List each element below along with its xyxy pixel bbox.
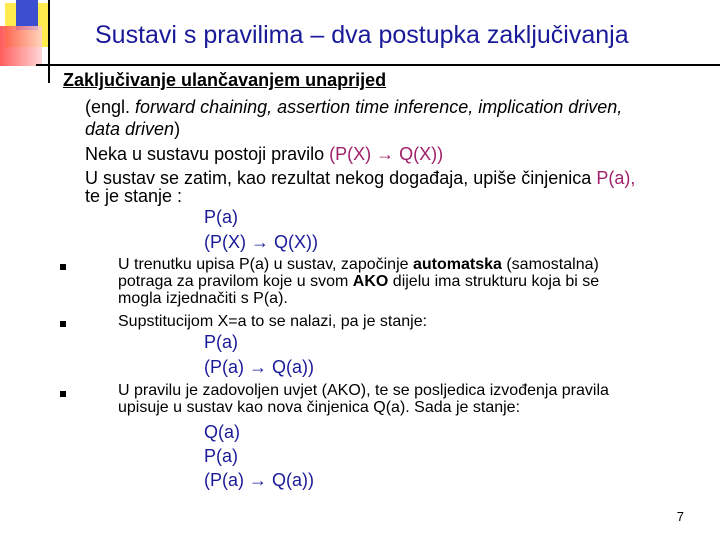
bullet1-line-3: mogla izjednačiti s P(a). bbox=[118, 290, 288, 307]
decorative-square-red bbox=[0, 26, 42, 66]
state3-fact: P(a) bbox=[204, 446, 239, 466]
bullet-marker bbox=[60, 391, 66, 397]
engl-suffix: ) bbox=[174, 119, 181, 139]
paragraph-fact-text: U sustav se zatim, kao rezultat nekog događaja, upiše činjenica bbox=[85, 168, 592, 188]
rule-expression: (P(X) → Q(X)) bbox=[329, 144, 444, 164]
paragraph-rule bbox=[85, 143, 443, 165]
bullet1-text-c: (samostalna) bbox=[506, 256, 599, 273]
fact-expression: P(a), bbox=[596, 168, 636, 188]
vertical-rule bbox=[48, 0, 50, 83]
bullet1-ako: AKO bbox=[352, 273, 389, 290]
engl-terms-2: data driven bbox=[85, 119, 175, 139]
state2-fact: P(a) bbox=[204, 332, 239, 352]
bullet-marker bbox=[60, 321, 66, 327]
engl-prefix: (engl. bbox=[85, 97, 131, 117]
engl-line-2 bbox=[85, 118, 180, 140]
paragraph-fact-line-2: te je stanje : bbox=[85, 186, 183, 206]
paragraph-rule-text: Neka u sustavu postoji pravilo bbox=[85, 144, 325, 164]
state1-fact: P(a) bbox=[204, 207, 239, 227]
subheading: Zaključivanje ulančavanjem unaprijed bbox=[63, 70, 387, 90]
slide-title: Sustavi s pravilima – dva postupka zaključivanja bbox=[95, 21, 629, 49]
bullet1-text-2a: potraga za pravilom koje u svom bbox=[118, 273, 349, 290]
bullet3-line-2: upisuje u sustav kao nova činjenica Q(a). Sada je stanje: bbox=[118, 399, 521, 416]
bullet1-text-2c: dijelu ima strukturu koja bi se bbox=[392, 273, 600, 290]
state3-new-fact: Q(a) bbox=[204, 422, 240, 442]
bullet3-line-1: U pravilu je zadovoljen uvjet (AKO), te se posljedica izvođenja pravila bbox=[118, 382, 609, 399]
state1-rule: (P(X) → Q(X)) bbox=[204, 232, 318, 252]
engl-terms: forward chaining, assertion time inference, implication driven, bbox=[135, 97, 623, 117]
horizontal-rule bbox=[36, 64, 720, 66]
page-number: 7 bbox=[676, 509, 684, 524]
bullet1-emphasis: automatska bbox=[412, 256, 502, 273]
engl-line-1 bbox=[85, 96, 622, 118]
bullet1-line-2 bbox=[118, 273, 599, 290]
bullet-marker bbox=[60, 264, 66, 270]
state3-rule: (P(a) → Q(a)) bbox=[204, 470, 314, 490]
bullet1-text-a: U trenutku upisa P(a) u sustav, započinje bbox=[118, 256, 409, 273]
state2-rule: (P(a) → Q(a)) bbox=[204, 357, 314, 377]
bullet2-text: Supstitucijom X=a to se nalazi, pa je stanje: bbox=[118, 313, 428, 330]
bullet1-line-1 bbox=[118, 256, 599, 273]
